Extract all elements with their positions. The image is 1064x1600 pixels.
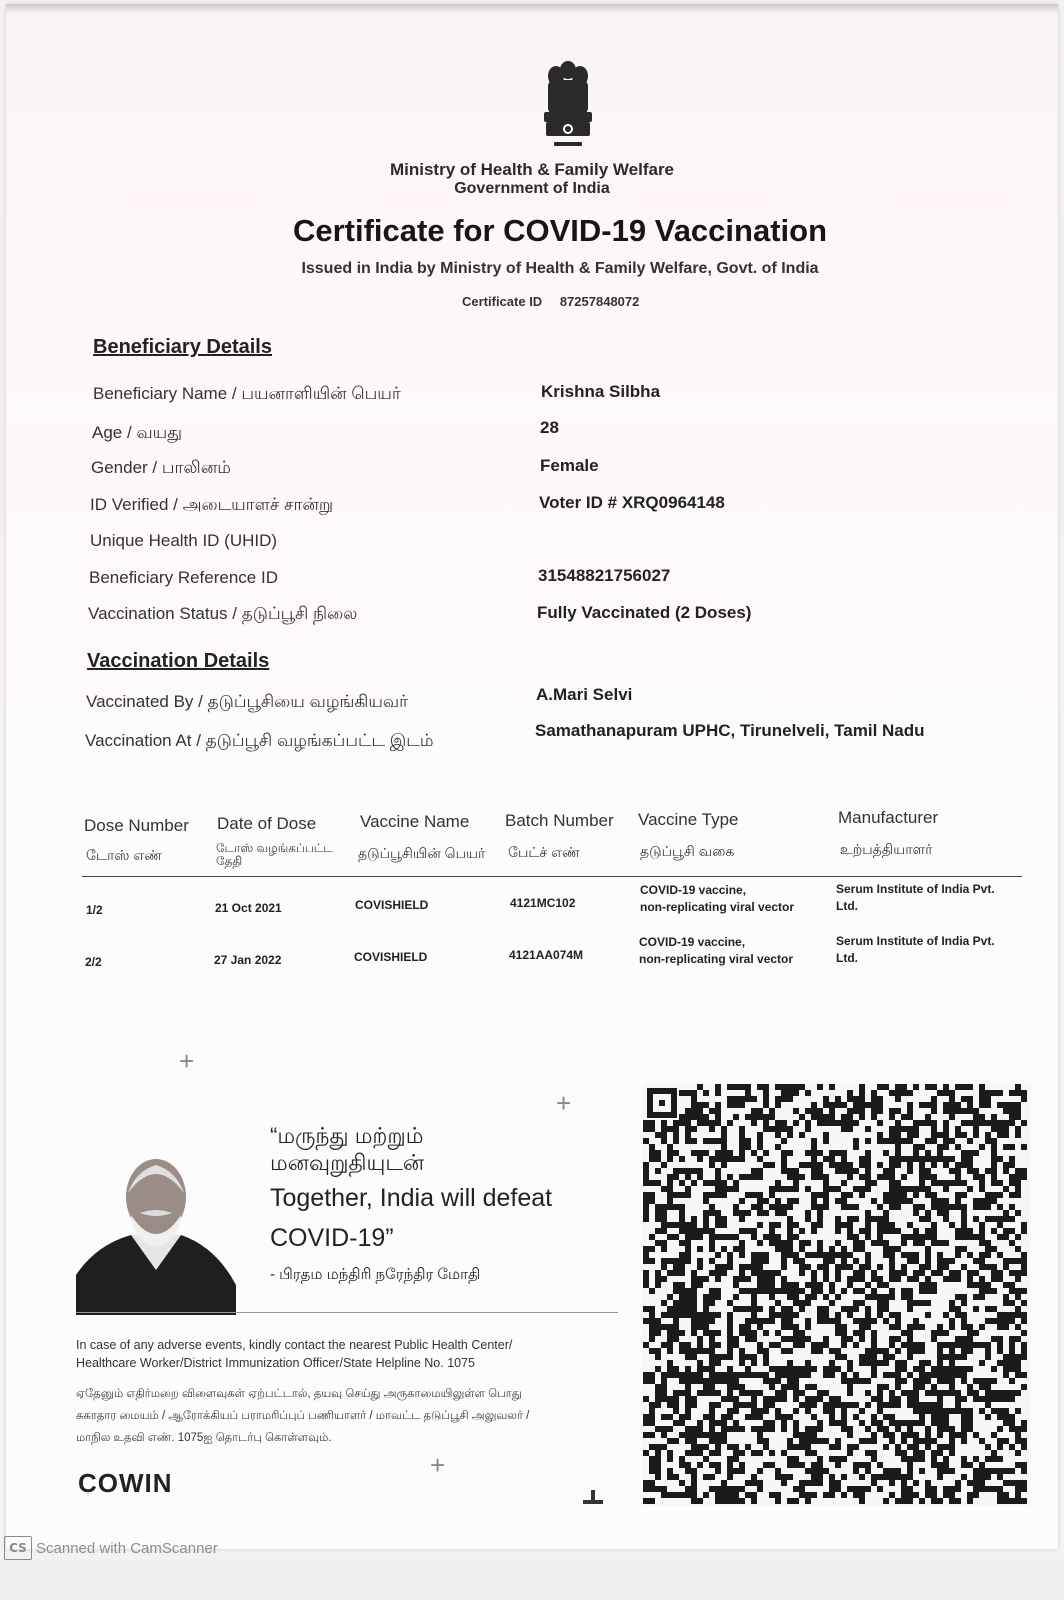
advisory-english <box>76 1336 596 1372</box>
dose-2-manufacturer-line1: Serum Institute of India Pvt. <box>836 934 995 948</box>
vaccinated-by-value: A.Mari Selvi <box>536 685 633 704</box>
dose-2-manufacturer-line2: Ltd. <box>836 951 858 965</box>
date-of-dose-header: Date of Dose <box>217 814 317 833</box>
vaccine-type-header: Vaccine Type <box>638 810 739 829</box>
national-emblem-icon <box>538 56 598 152</box>
quote-tamil-line2: மனவுறுதியுடன் <box>270 1150 425 1175</box>
portrait-image <box>76 1135 236 1315</box>
vaccination-status-label: Vaccination Status / தடுப்பூசி நிலை <box>88 604 358 623</box>
vaccination-details-heading: Vaccination Details <box>87 650 270 672</box>
uhid-label: Unique Health ID (UHID) <box>90 531 278 550</box>
dose-2-date: 27 Jan 2022 <box>214 953 282 967</box>
dose-2-batch: 4121AA074M <box>509 948 584 962</box>
dose-1-type-line1: COVID-19 vaccine, <box>640 883 747 897</box>
batch-number-header-ta: பேட்ச் எண் <box>508 844 580 860</box>
vaccination-at-value: Samathanapuram UPHC, Tirunelveli, Tamil Nadu <box>535 721 925 740</box>
dose-1-vaccine-name: COVISHIELD <box>355 898 429 912</box>
vaccination-status-value: Fully Vaccinated (2 Doses) <box>537 603 752 622</box>
camscanner-watermark: Scanned with CamScanner <box>36 1540 218 1557</box>
advisory-tamil-line1: ஏதேனும் எதிர்மறை விளைவுகள் ஏற்பட்டால், தயவு செய்து அருகாமையிலுள்ள பொது <box>76 1388 522 1400</box>
quote-separator <box>76 1312 618 1313</box>
print-mark-icon <box>583 1490 603 1504</box>
certificate-title: Certificate for COVID-19 Vaccination <box>292 213 828 248</box>
reference-id-value: 31548821756027 <box>538 566 671 585</box>
id-verified-value: Voter ID # XRQ0964148 <box>539 493 725 512</box>
registration-mark: + <box>179 1046 195 1076</box>
vaccinated-by-label: Vaccinated By / தடுப்பூசியை வழங்கியவர் <box>86 692 409 711</box>
dose-2-vaccine-name: COVISHIELD <box>354 950 428 964</box>
certificate-id-label: Certificate ID <box>462 294 543 309</box>
reference-id-label: Beneficiary Reference ID <box>89 568 278 587</box>
scan-shadow <box>6 4 1058 14</box>
quote-english <box>270 1178 600 1258</box>
manufacturer-header-ta: உற்பத்தியாளர் <box>840 841 933 857</box>
dose-1-type-line2: non-replicating viral vector <box>640 900 795 914</box>
dose-2-type-line2: non-replicating viral vector <box>639 952 794 966</box>
dose-1-batch: 4121MC102 <box>510 896 576 910</box>
beneficiary-details-heading: Beneficiary Details <box>93 336 272 358</box>
vaccine-name-header: Vaccine Name <box>360 812 470 831</box>
id-verified-label: ID Verified / அடையாளச் சான்று <box>90 495 334 514</box>
registration-mark: + <box>556 1088 572 1118</box>
vaccine-type-header-ta: தடுப்பூசி வகை <box>640 843 735 859</box>
advisory-english-line2: Healthcare Worker/District Immunization Officer/State Helpline No. 1075 <box>76 1356 476 1370</box>
quote-tamil <box>270 1122 530 1176</box>
qr-code[interactable] <box>643 1084 1031 1506</box>
gender-label: Gender / பாலினம் <box>91 458 231 477</box>
beneficiary-name-label: Beneficiary Name / பயனாளியின் பெயர் <box>93 384 401 403</box>
quote-english-line2: COVID-19” <box>270 1224 394 1252</box>
certificate-id <box>462 294 639 309</box>
registration-mark: + <box>430 1450 446 1480</box>
dose-number-header: Dose Number <box>84 816 189 835</box>
dose-1-manufacturer-line1: Serum Institute of India Pvt. <box>836 882 995 896</box>
manufacturer-header: Manufacturer <box>838 808 939 827</box>
table-divider <box>82 876 1022 877</box>
vaccine-name-header-ta: தடுப்பூசியின் பெயர் <box>358 845 486 861</box>
cowin-logo: COWIN <box>78 1468 173 1498</box>
scanner-footer <box>0 1560 1064 1600</box>
vaccination-at-label: Vaccination At / தடுப்பூசி வழங்கப்பட்ட இடம் <box>85 731 434 750</box>
date-of-dose-header-ta: டோஸ் வழங்கப்பட்ட தேதி <box>216 841 333 868</box>
quote-english-line1: Together, India will defeat <box>270 1184 553 1212</box>
beneficiary-name-value: Krishna Silbha <box>541 382 661 401</box>
certificate-id-value: 87257848072 <box>559 294 640 309</box>
dose-1-manufacturer-line2: Ltd. <box>836 899 858 913</box>
quote-tamil-line1: “மருந்து மற்றும் <box>270 1123 424 1148</box>
dose-1-date: 21 Oct 2021 <box>215 901 282 915</box>
government-name: Government of India <box>454 180 610 197</box>
age-value: 28 <box>540 418 559 437</box>
advisory-english-line1: In case of any adverse events, kindly contact the nearest Public Health Center/ <box>76 1338 513 1352</box>
dose-1-number: 1/2 <box>86 903 103 917</box>
age-label: Age / வயது <box>92 423 183 442</box>
advisory-tamil-line2: சுகாதார மையம் / ஆரோக்கியப் பராமரிப்புப் பணியாளர் / மாவட்ட தடுப்பூசி அலுவலர் / <box>76 1410 530 1422</box>
gender-value: Female <box>540 456 599 475</box>
camscanner-logo-icon: CS <box>4 1536 32 1560</box>
issued-by: Issued in India by Ministry of Health & Family Welfare, Govt. of India <box>301 260 819 277</box>
advisory-tamil-line3: மாநில உதவி எண். 1075ஐ தொடர்பு கொள்ளவும். <box>76 1432 332 1444</box>
quote-attribution: - பிரதம மந்திரி நரேந்திர மோதி <box>270 1266 481 1283</box>
dose-2-number: 2/2 <box>85 955 102 969</box>
ministry-name: Ministry of Health & Family Welfare <box>389 160 675 179</box>
advisory-tamil <box>76 1383 596 1449</box>
dose-2-type-line1: COVID-19 vaccine, <box>639 935 746 949</box>
batch-number-header: Batch Number <box>505 811 614 830</box>
dose-number-header-ta: டோஸ் எண் <box>86 847 163 863</box>
